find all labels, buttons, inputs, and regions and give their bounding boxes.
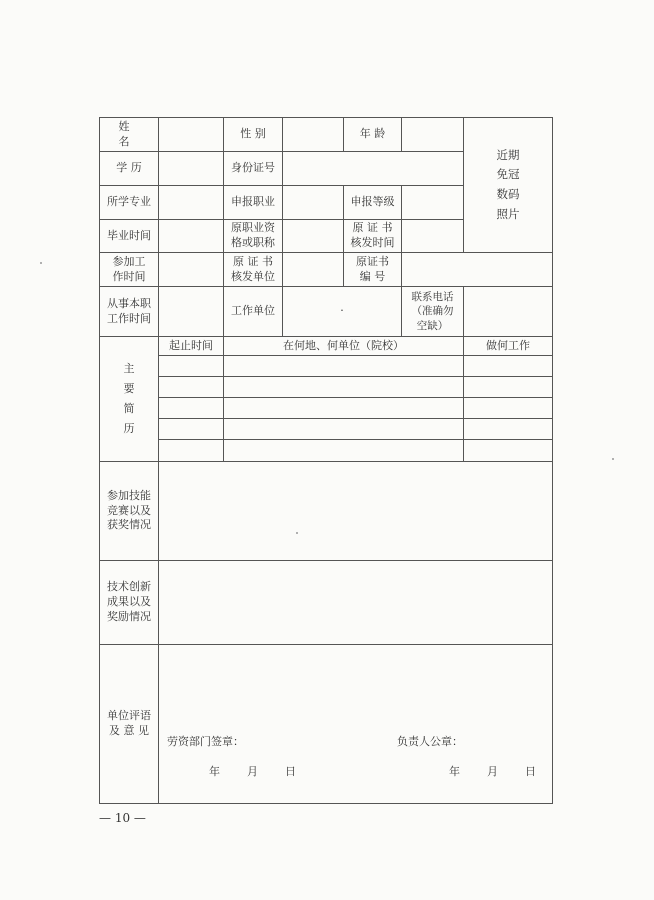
date-month: 月	[487, 765, 498, 778]
label-occupation-years	[100, 287, 159, 337]
field-original-cert-date[interactable]	[402, 220, 464, 253]
resume-row	[100, 356, 553, 377]
resume-role-cell[interactable]	[464, 356, 553, 377]
label-graduation-date: 毕业时间	[100, 220, 159, 253]
label-line: 编 号	[359, 269, 386, 283]
date-year: 年	[449, 765, 460, 778]
field-age[interactable]	[402, 118, 464, 152]
field-employer[interactable]: ·	[283, 287, 402, 337]
leader-date	[449, 765, 536, 780]
label-line: 空缺）	[416, 319, 449, 332]
label-resume	[100, 337, 159, 462]
field-applied-level[interactable]	[402, 186, 464, 220]
label-line: 参加工	[112, 254, 146, 268]
label-employer: 工作单位	[224, 287, 283, 337]
label-line: 核发单位	[231, 269, 275, 283]
label-line: 参加技能	[107, 488, 151, 502]
photo-label-3: 数码	[496, 187, 520, 201]
label-major: 所学专业	[100, 186, 159, 220]
date-year: 年	[209, 765, 220, 778]
page-number: — 10 —	[99, 811, 146, 825]
resume-header-place: 在何地、何单位（院校）	[224, 337, 464, 356]
label-line: 从事本职	[107, 296, 151, 310]
field-id-number[interactable]	[283, 152, 464, 186]
field-cert-issuer[interactable]	[283, 253, 344, 287]
resume-header-role: 做何工作	[464, 337, 553, 356]
photo-box[interactable]	[464, 118, 553, 253]
resume-place-cell[interactable]	[224, 440, 464, 462]
label-line: 获奖情况	[107, 518, 151, 532]
resume-row	[100, 440, 553, 462]
label-line: 原证书	[356, 254, 389, 268]
label-gender: 性 别	[224, 118, 283, 152]
date-month: 月	[247, 765, 258, 778]
resume-period-cell[interactable]	[159, 419, 224, 440]
label-line: 及 意 见	[109, 724, 149, 737]
label-applied-title: 申报职业	[224, 186, 283, 220]
date-day: 日	[525, 765, 536, 778]
label-char: 简	[123, 402, 135, 415]
label-id-number: 身份证号	[224, 152, 283, 186]
resume-role-cell[interactable]	[464, 419, 553, 440]
resume-period-cell[interactable]	[159, 356, 224, 377]
resume-place-cell[interactable]	[224, 419, 464, 440]
resume-header-period: 起止时间	[159, 337, 224, 356]
resume-role-cell[interactable]	[464, 398, 553, 419]
label-applied-level: 申报等级	[344, 186, 402, 220]
label-line: 原 证 书	[233, 254, 273, 268]
field-name[interactable]	[159, 118, 224, 152]
field-applied-title[interactable]	[283, 186, 344, 220]
field-gender[interactable]	[283, 118, 344, 152]
field-occupation-years[interactable]	[159, 287, 224, 337]
field-cert-number[interactable]	[402, 253, 553, 287]
label-line: 原职业资	[231, 221, 275, 235]
label-age: 年 龄	[344, 118, 402, 152]
label-original-qualification	[224, 220, 283, 253]
row-occupation	[100, 287, 553, 337]
label-line: 原 证 书	[352, 221, 393, 235]
label-line: 核发时间	[350, 236, 395, 249]
label-evaluation	[100, 645, 159, 804]
label-work-start	[100, 253, 159, 287]
field-graduation-date[interactable]	[159, 220, 224, 253]
leader-seal-label: 负责人公章：	[397, 735, 463, 748]
label-line: （准确勿	[411, 305, 454, 318]
label-contact-phone	[402, 287, 464, 337]
resume-row	[100, 377, 553, 398]
resume-place-cell[interactable]	[224, 356, 464, 377]
row-competition	[100, 462, 553, 561]
label-line: 联系电话	[411, 291, 454, 304]
label-line: 竞赛以及	[107, 503, 151, 517]
photo-label-4: 照片	[496, 206, 520, 221]
resume-period-cell[interactable]	[159, 440, 224, 462]
field-education[interactable]	[159, 152, 224, 186]
label-original-cert-date	[344, 220, 402, 253]
resume-place-cell[interactable]	[224, 398, 464, 419]
row-work-start	[100, 253, 553, 287]
resume-period-cell[interactable]	[159, 398, 224, 419]
label-char: 历	[123, 422, 135, 435]
field-innovation[interactable]	[159, 561, 553, 645]
label-line: 工作时间	[107, 311, 151, 325]
resume-place-cell[interactable]	[224, 377, 464, 398]
field-major[interactable]	[159, 186, 224, 220]
row-name	[100, 118, 553, 152]
date-day: 日	[285, 765, 296, 778]
scan-speck	[296, 532, 298, 534]
field-original-qualification[interactable]	[283, 220, 344, 253]
label-char: 主	[123, 362, 135, 375]
scan-speck	[612, 458, 614, 460]
label-line: 格或职称	[231, 236, 275, 249]
label-cert-number	[344, 253, 402, 287]
label-education: 学 历	[100, 152, 159, 186]
label-char: 要	[123, 382, 135, 395]
resume-period-cell[interactable]	[159, 377, 224, 398]
field-evaluation[interactable]	[159, 645, 553, 804]
field-work-start[interactable]	[159, 253, 224, 287]
label-competition	[100, 462, 159, 561]
field-competition[interactable]	[159, 462, 553, 561]
label-line: 单位评语	[107, 709, 151, 723]
resume-role-cell[interactable]	[464, 377, 553, 398]
resume-row	[100, 419, 553, 440]
row-evaluation	[100, 645, 553, 804]
label-name: 姓 名	[100, 118, 159, 152]
hr-date	[209, 765, 296, 780]
label-line: 作时间	[112, 269, 146, 283]
label-line: 技术创新	[107, 580, 151, 594]
resume-header-row	[100, 337, 553, 356]
registration-form	[99, 117, 553, 804]
row-innovation	[100, 561, 553, 645]
photo-label-2: 免冠	[496, 167, 520, 182]
label-cert-issuer	[224, 253, 283, 287]
resume-row	[100, 398, 553, 419]
resume-role-cell[interactable]	[464, 440, 553, 462]
hr-signature-label: 劳资部门签章：	[167, 735, 244, 748]
label-line: 奖励情况	[107, 609, 151, 623]
field-contact-phone[interactable]	[464, 287, 553, 337]
label-line: 成果以及	[107, 595, 151, 609]
label-innovation	[100, 561, 159, 645]
scan-speck	[40, 262, 42, 264]
photo-label-1: 近期	[496, 147, 520, 162]
